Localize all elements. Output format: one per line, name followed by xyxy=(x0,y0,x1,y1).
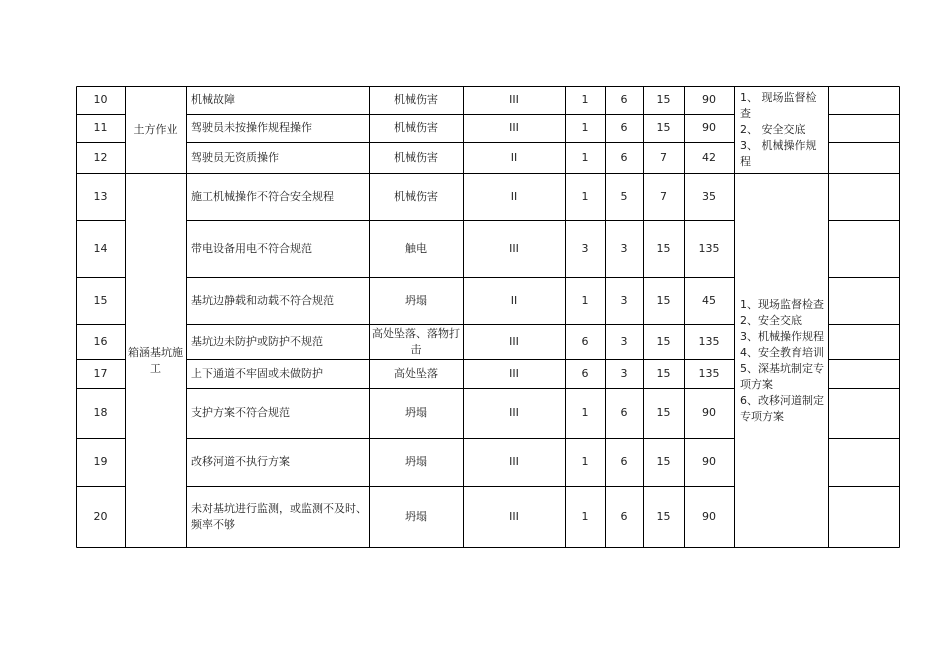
consequence-c-cell: 15 xyxy=(656,93,671,106)
exposure-e-cell: 6 xyxy=(620,150,628,164)
hazard-source-cell: 上下通道不牢固或未做防护 xyxy=(191,366,323,380)
consequence-c-cell: 15 xyxy=(656,366,671,380)
consequence-c-cell: 15 xyxy=(656,510,671,523)
likelihood-l-cell: 1 xyxy=(581,150,589,164)
control-measure-item: 5、深基坑制定专项方案 xyxy=(740,361,824,391)
control-measure-item: 6、改移河道制定专项方案 xyxy=(740,393,824,423)
row-number-cell: 19 xyxy=(93,455,108,468)
remarks-cell xyxy=(828,220,900,277)
hazard-source-cell: 驾驶员无资质操作 xyxy=(191,150,279,164)
likelihood-l-cell: 6 xyxy=(581,334,589,348)
hazard-source-cell: 基坑边静载和动载不符合规范 xyxy=(191,293,334,307)
likelihood-l-cell: 1 xyxy=(581,121,589,134)
consequence-c-cell: 7 xyxy=(660,150,667,164)
accident-type-cell: 触电 xyxy=(405,241,427,255)
remarks-cell xyxy=(828,359,900,388)
exposure-e-cell: 6 xyxy=(620,406,628,419)
row-number-cell: 16 xyxy=(93,334,108,348)
consequence-c-cell: 15 xyxy=(656,455,671,468)
risk-level-cell: II xyxy=(510,189,518,203)
accident-type-cell: 机械伤害 xyxy=(394,93,438,106)
control-measure-item: 3、机械操作规程 xyxy=(740,329,824,343)
risk-level-cell: III xyxy=(509,121,519,134)
remarks-cell xyxy=(828,142,900,173)
exposure-e-cell: 6 xyxy=(620,455,628,468)
exposure-e-cell: 3 xyxy=(620,366,628,380)
row-number-cell: 14 xyxy=(93,241,108,255)
control-measure-item: 3、 机械操作规程 xyxy=(740,138,817,168)
control-measure-item: 1、现场监督检查 xyxy=(740,297,824,311)
hazard-source-cell: 机械故障 xyxy=(191,93,235,106)
work-activity-cell: 箱涵基坑施工 xyxy=(128,345,183,375)
risk-score-d-cell: 35 xyxy=(702,189,716,203)
hazard-source-cell: 驾驶员未按操作规程操作 xyxy=(191,121,312,134)
exposure-e-cell: 3 xyxy=(620,241,628,255)
hazard-source-cell: 未对基坑进行监测，或监测不及时、频率不够 xyxy=(191,502,367,531)
risk-level-cell: III xyxy=(509,366,519,380)
accident-type-cell: 坍塌 xyxy=(405,406,427,419)
control-measures-list xyxy=(740,297,824,425)
likelihood-l-cell: 1 xyxy=(581,510,589,523)
risk-score-d-cell: 90 xyxy=(702,455,716,468)
accident-type-cell: 高处坠落、落物打击 xyxy=(372,326,460,356)
exposure-e-cell: 3 xyxy=(620,334,628,348)
control-measure-item: 1、 现场监督检查 xyxy=(740,90,817,120)
row-number-cell: 11 xyxy=(93,121,108,134)
remarks-cell xyxy=(828,277,900,324)
hazard-source-cell: 改移河道不执行方案 xyxy=(191,455,290,468)
exposure-e-cell: 3 xyxy=(620,293,628,307)
risk-level-cell: III xyxy=(509,455,519,468)
risk-level-cell: II xyxy=(510,150,518,164)
exposure-e-cell: 6 xyxy=(620,510,628,523)
exposure-e-cell: 5 xyxy=(620,189,628,203)
remarks-cell xyxy=(828,486,900,548)
control-measure-item: 2、安全交底 xyxy=(740,313,802,327)
exposure-e-cell: 6 xyxy=(620,93,628,106)
row-number-cell: 12 xyxy=(93,150,108,164)
remarks-cell xyxy=(828,86,900,114)
risk-score-d-cell: 90 xyxy=(702,93,716,106)
risk-score-d-cell: 42 xyxy=(702,150,716,164)
consequence-c-cell: 15 xyxy=(656,334,671,348)
risk-level-cell: III xyxy=(509,406,519,419)
risk-score-d-cell: 135 xyxy=(698,334,720,348)
accident-type-cell: 坍塌 xyxy=(405,510,427,523)
row-number-cell: 17 xyxy=(93,366,108,380)
row-number-cell: 18 xyxy=(93,406,108,419)
remarks-cell xyxy=(828,114,900,142)
risk-score-d-cell: 135 xyxy=(698,366,720,380)
control-measure-item: 4、安全教育培训 xyxy=(740,345,824,359)
risk-level-cell: III xyxy=(509,241,519,255)
remarks-cell xyxy=(828,388,900,438)
risk-level-cell: III xyxy=(509,334,519,348)
likelihood-l-cell: 1 xyxy=(581,189,589,203)
accident-type-cell: 机械伤害 xyxy=(394,150,438,164)
risk-score-d-cell: 45 xyxy=(702,293,716,307)
work-activity-cell: 土方作业 xyxy=(133,122,178,136)
consequence-c-cell: 15 xyxy=(656,121,671,134)
hazard-source-cell: 施工机械操作不符合安全规程 xyxy=(191,189,334,203)
remarks-cell xyxy=(828,173,900,220)
risk-assessment-table xyxy=(76,86,900,548)
risk-level-cell: II xyxy=(510,293,518,307)
remarks-cell xyxy=(828,438,900,486)
risk-level-cell: III xyxy=(509,93,519,106)
likelihood-l-cell: 3 xyxy=(581,241,589,255)
control-measures-cell xyxy=(734,86,828,173)
consequence-c-cell: 7 xyxy=(660,189,667,203)
consequence-c-cell: 15 xyxy=(656,293,671,307)
row-number-cell: 13 xyxy=(93,189,108,203)
hazard-source-cell: 基坑边未防护或防护不规范 xyxy=(191,334,323,348)
accident-type-cell: 机械伤害 xyxy=(394,189,438,203)
row-number-cell: 15 xyxy=(93,293,108,307)
risk-score-d-cell: 90 xyxy=(702,121,716,134)
risk-score-d-cell: 90 xyxy=(702,510,716,523)
likelihood-l-cell: 1 xyxy=(581,406,589,419)
likelihood-l-cell: 1 xyxy=(581,455,589,468)
risk-level-cell: III xyxy=(509,510,519,523)
risk-score-d-cell: 90 xyxy=(702,406,716,419)
control-measures-list xyxy=(740,90,824,170)
control-measures-cell xyxy=(734,173,828,548)
likelihood-l-cell: 1 xyxy=(581,293,589,307)
control-measure-item: 2、 安全交底 xyxy=(740,122,806,136)
likelihood-l-cell: 6 xyxy=(581,366,589,380)
remarks-cell xyxy=(828,324,900,359)
row-number-cell: 20 xyxy=(93,510,108,523)
accident-type-cell: 坍塌 xyxy=(405,455,427,468)
hazard-source-cell: 带电设备用电不符合规范 xyxy=(191,241,312,255)
risk-score-d-cell: 135 xyxy=(698,241,720,255)
accident-type-cell: 机械伤害 xyxy=(394,121,438,134)
hazard-source-cell: 支护方案不符合规范 xyxy=(191,406,290,419)
likelihood-l-cell: 1 xyxy=(581,93,589,106)
accident-type-cell: 坍塌 xyxy=(405,293,427,307)
consequence-c-cell: 15 xyxy=(656,241,671,255)
row-number-cell: 10 xyxy=(93,93,108,106)
consequence-c-cell: 15 xyxy=(656,406,671,419)
accident-type-cell: 高处坠落 xyxy=(394,366,438,380)
exposure-e-cell: 6 xyxy=(620,121,628,134)
